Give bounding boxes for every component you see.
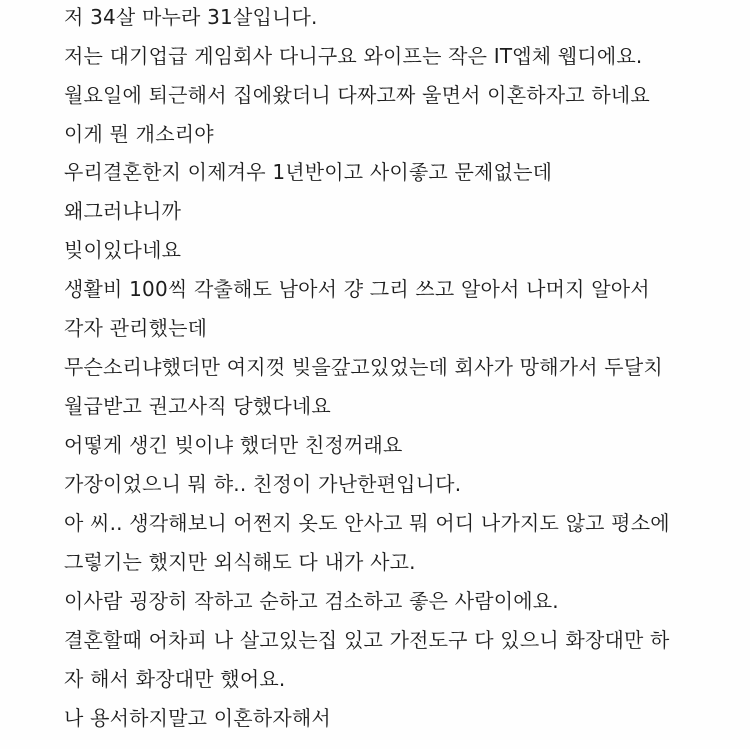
text-line: 각자 관리했는데 <box>64 316 208 340</box>
text-line: 결혼할때 어차피 나 살고있는집 있고 가전도구 다 있으니 화장대만 하 <box>64 628 670 652</box>
text-line: 월급받고 권고사직 당했다네요 <box>64 394 331 418</box>
text-line: 우리결혼한지 이제겨우 1년반이고 사이좋고 문제없는데 <box>64 160 553 184</box>
text-line: 이사람 굉장히 작하고 순하고 검소하고 좋은 사람이에요. <box>64 589 559 613</box>
text-line: 무슨소리냐했더만 여지껏 빚을갚고있었는데 회사가 망해가서 두달치 <box>64 355 663 379</box>
text-line: 자 해서 화장대만 했어요. <box>64 667 286 691</box>
text-line: 빚이있다네요 <box>64 238 182 262</box>
text-line: 저 34살 마누라 31살입니다. <box>64 5 318 29</box>
text-line: 생활비 100씩 각출해도 남아서 걍 그리 쓰고 알아서 나머지 알아서 <box>64 277 650 301</box>
text-line: 아 씨.. 생각해보니 어쩐지 옷도 안사고 뭐 어디 나가지도 않고 평소에 <box>64 511 670 535</box>
text-line: 월요일에 퇴근해서 집에왔더니 다짜고짜 울면서 이혼하자고 하네요 <box>64 83 650 107</box>
text-line: 나 용서하지말고 이혼하자해서 <box>64 706 331 730</box>
text-line: 가장이었으니 뭐 햐.. 친정이 가난한편입니다. <box>64 472 462 496</box>
text-line: 어떻게 생긴 빚이냐 했더만 친정꺼래요 <box>64 433 403 457</box>
text-line: 이게 뭔 개소리야 <box>64 122 214 146</box>
text-line: 왜그러냐니까 <box>64 199 182 223</box>
text-line: 저는 대기업급 게임회사 다니구요 와이프는 작은 IT엡체 웹디에요. <box>64 44 643 68</box>
text-line: 그렇기는 했지만 외식해도 다 내가 사고. <box>64 550 416 574</box>
